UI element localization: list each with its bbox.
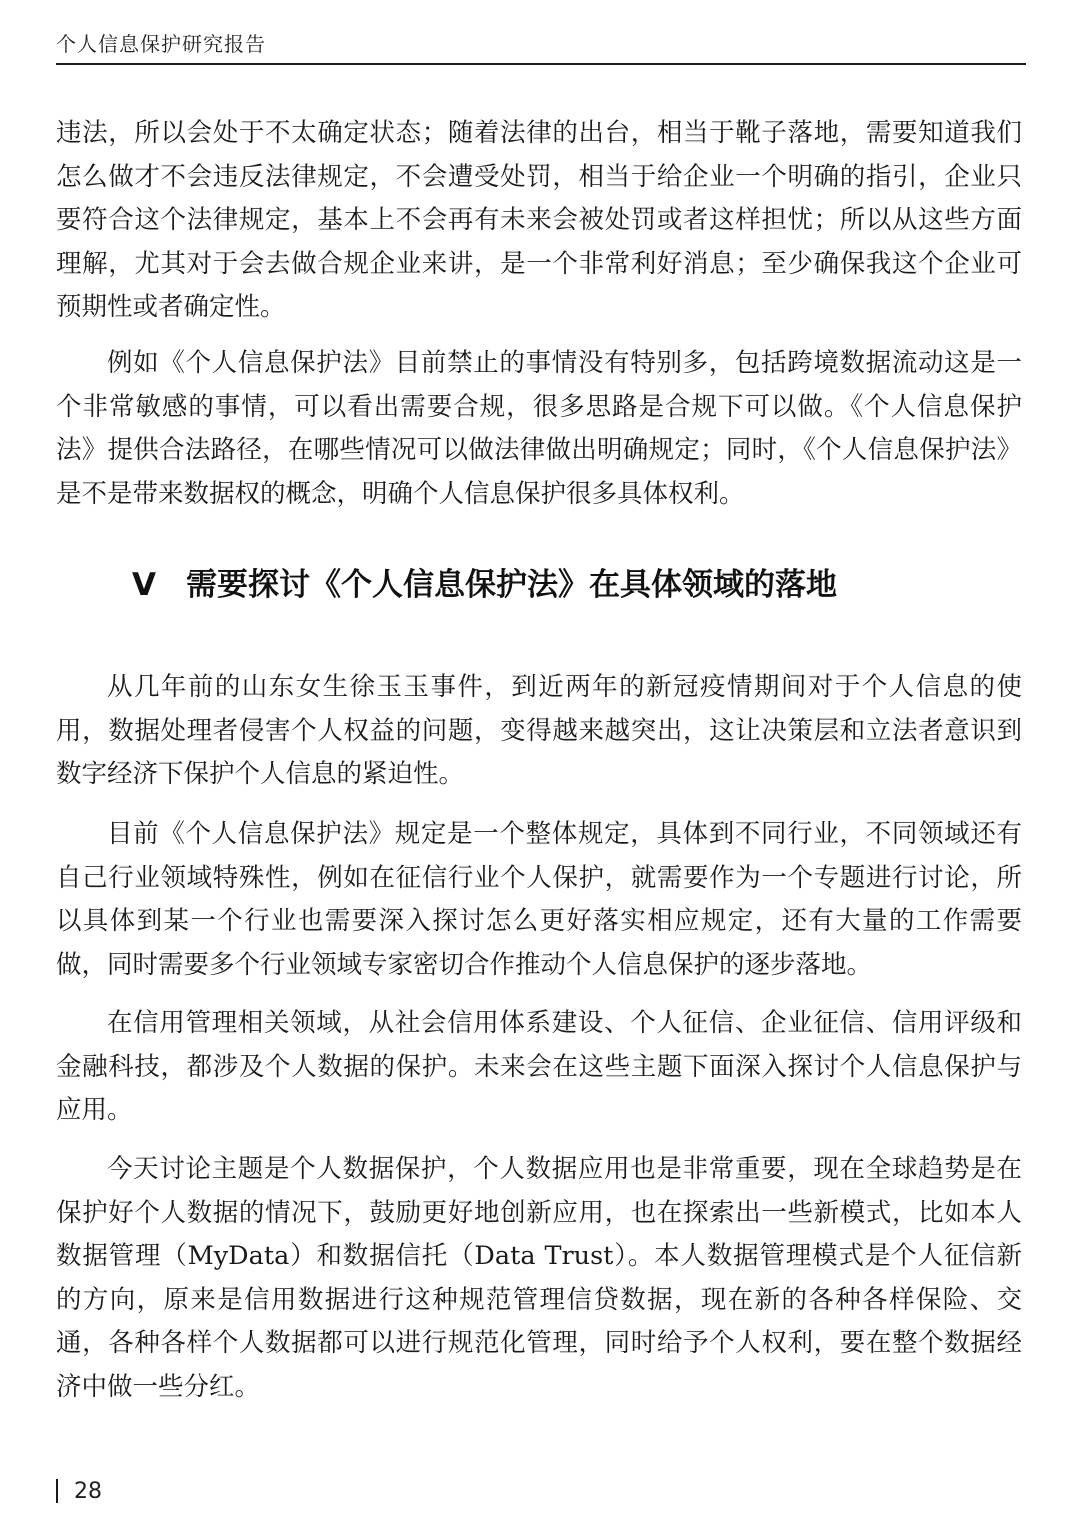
paragraph-4: 目前《个人信息保护法》规定是一个整体规定，具体到不同行业，不同领域还有自己行业领域特殊性，例如在征信行业个人保护，就需要作为一个专题进行讨论，所以具体到某一个行业也需要深入探讨怎么更好落实相应规定，还有大量的工作需要做，同时需要多个行业领域专家密切合作推动个人信息保护的逐步落地。 — [56, 819, 1022, 980]
section-title: 需要探讨《个人信息保护法》在具体领域的落地 — [186, 567, 837, 603]
paragraph-3: 从几年前的山东女生徐玉玉事件，到近两年的新冠疫情期间对于个人信息的使用，数据处理者侵害个人权益的问题，变得越来越突出，这让决策层和立法者意识到数字经济下保护个人信息的紧迫性。 — [56, 672, 1022, 789]
footer-bar — [56, 1479, 58, 1503]
paragraph-6: 今天讨论主题是个人数据保护，个人数据应用也是非常重要，现在全球趋势是在保护好个人数据的情况下，鼓励更好地创新应用，也在探索出一些新模式，比如本人数据管理（MyData）和数据信托（Data Trust）。本人数据管理模式是个人征信新的方向，原来是信用数据进行这种规范管理信贷数据，现在新的各种各样保险、交通，各种各样个人数据都可以进行规范化管理，同时给予个人权利，要在整个数据经济中做一些分红。 — [56, 1154, 1022, 1402]
section-number: V — [132, 567, 156, 603]
running-header: 个人信息保护研究报告 — [56, 32, 266, 56]
page-footer — [56, 1474, 102, 1508]
paragraph-2: 例如《个人信息保护法》目前禁止的事情没有特别多，包括跨境数据流动这是一个非常敏感的事情，可以看出需要合规，很多思路是合规下可以做。《个人信息保护法》提供合法路径，在哪些情况可以做法律做出明确规定；同时，《个人信息保护法》是不是带来数据权的概念，明确个人信息保护很多具体权利。 — [56, 348, 1022, 509]
paragraph-1: 违法，所以会处于不太确定状态；随着法律的出台，相当于靴子落地，需要知道我们怎么做才不会违反法律规定，不会遭受处罚，相当于给企业一个明确的指引，企业只要符合这个法律规定，基本上不会再有未来会被处罚或者这样担忧；所以从这些方面理解，尤其对于会去做合规企业来讲，是一个非常利好消息；至少确保我这个企业可预期性或者确定性。 — [56, 118, 1022, 322]
section-heading — [132, 560, 1032, 610]
header-rule — [56, 63, 1026, 65]
page-number: 28 — [74, 1478, 102, 1504]
paragraph-5: 在信用管理相关领域，从社会信用体系建设、个人征信、企业征信、信用评级和金融科技，都涉及个人数据的保护。未来会在这些主题下面深入探讨个人信息保护与应用。 — [56, 1008, 1022, 1125]
